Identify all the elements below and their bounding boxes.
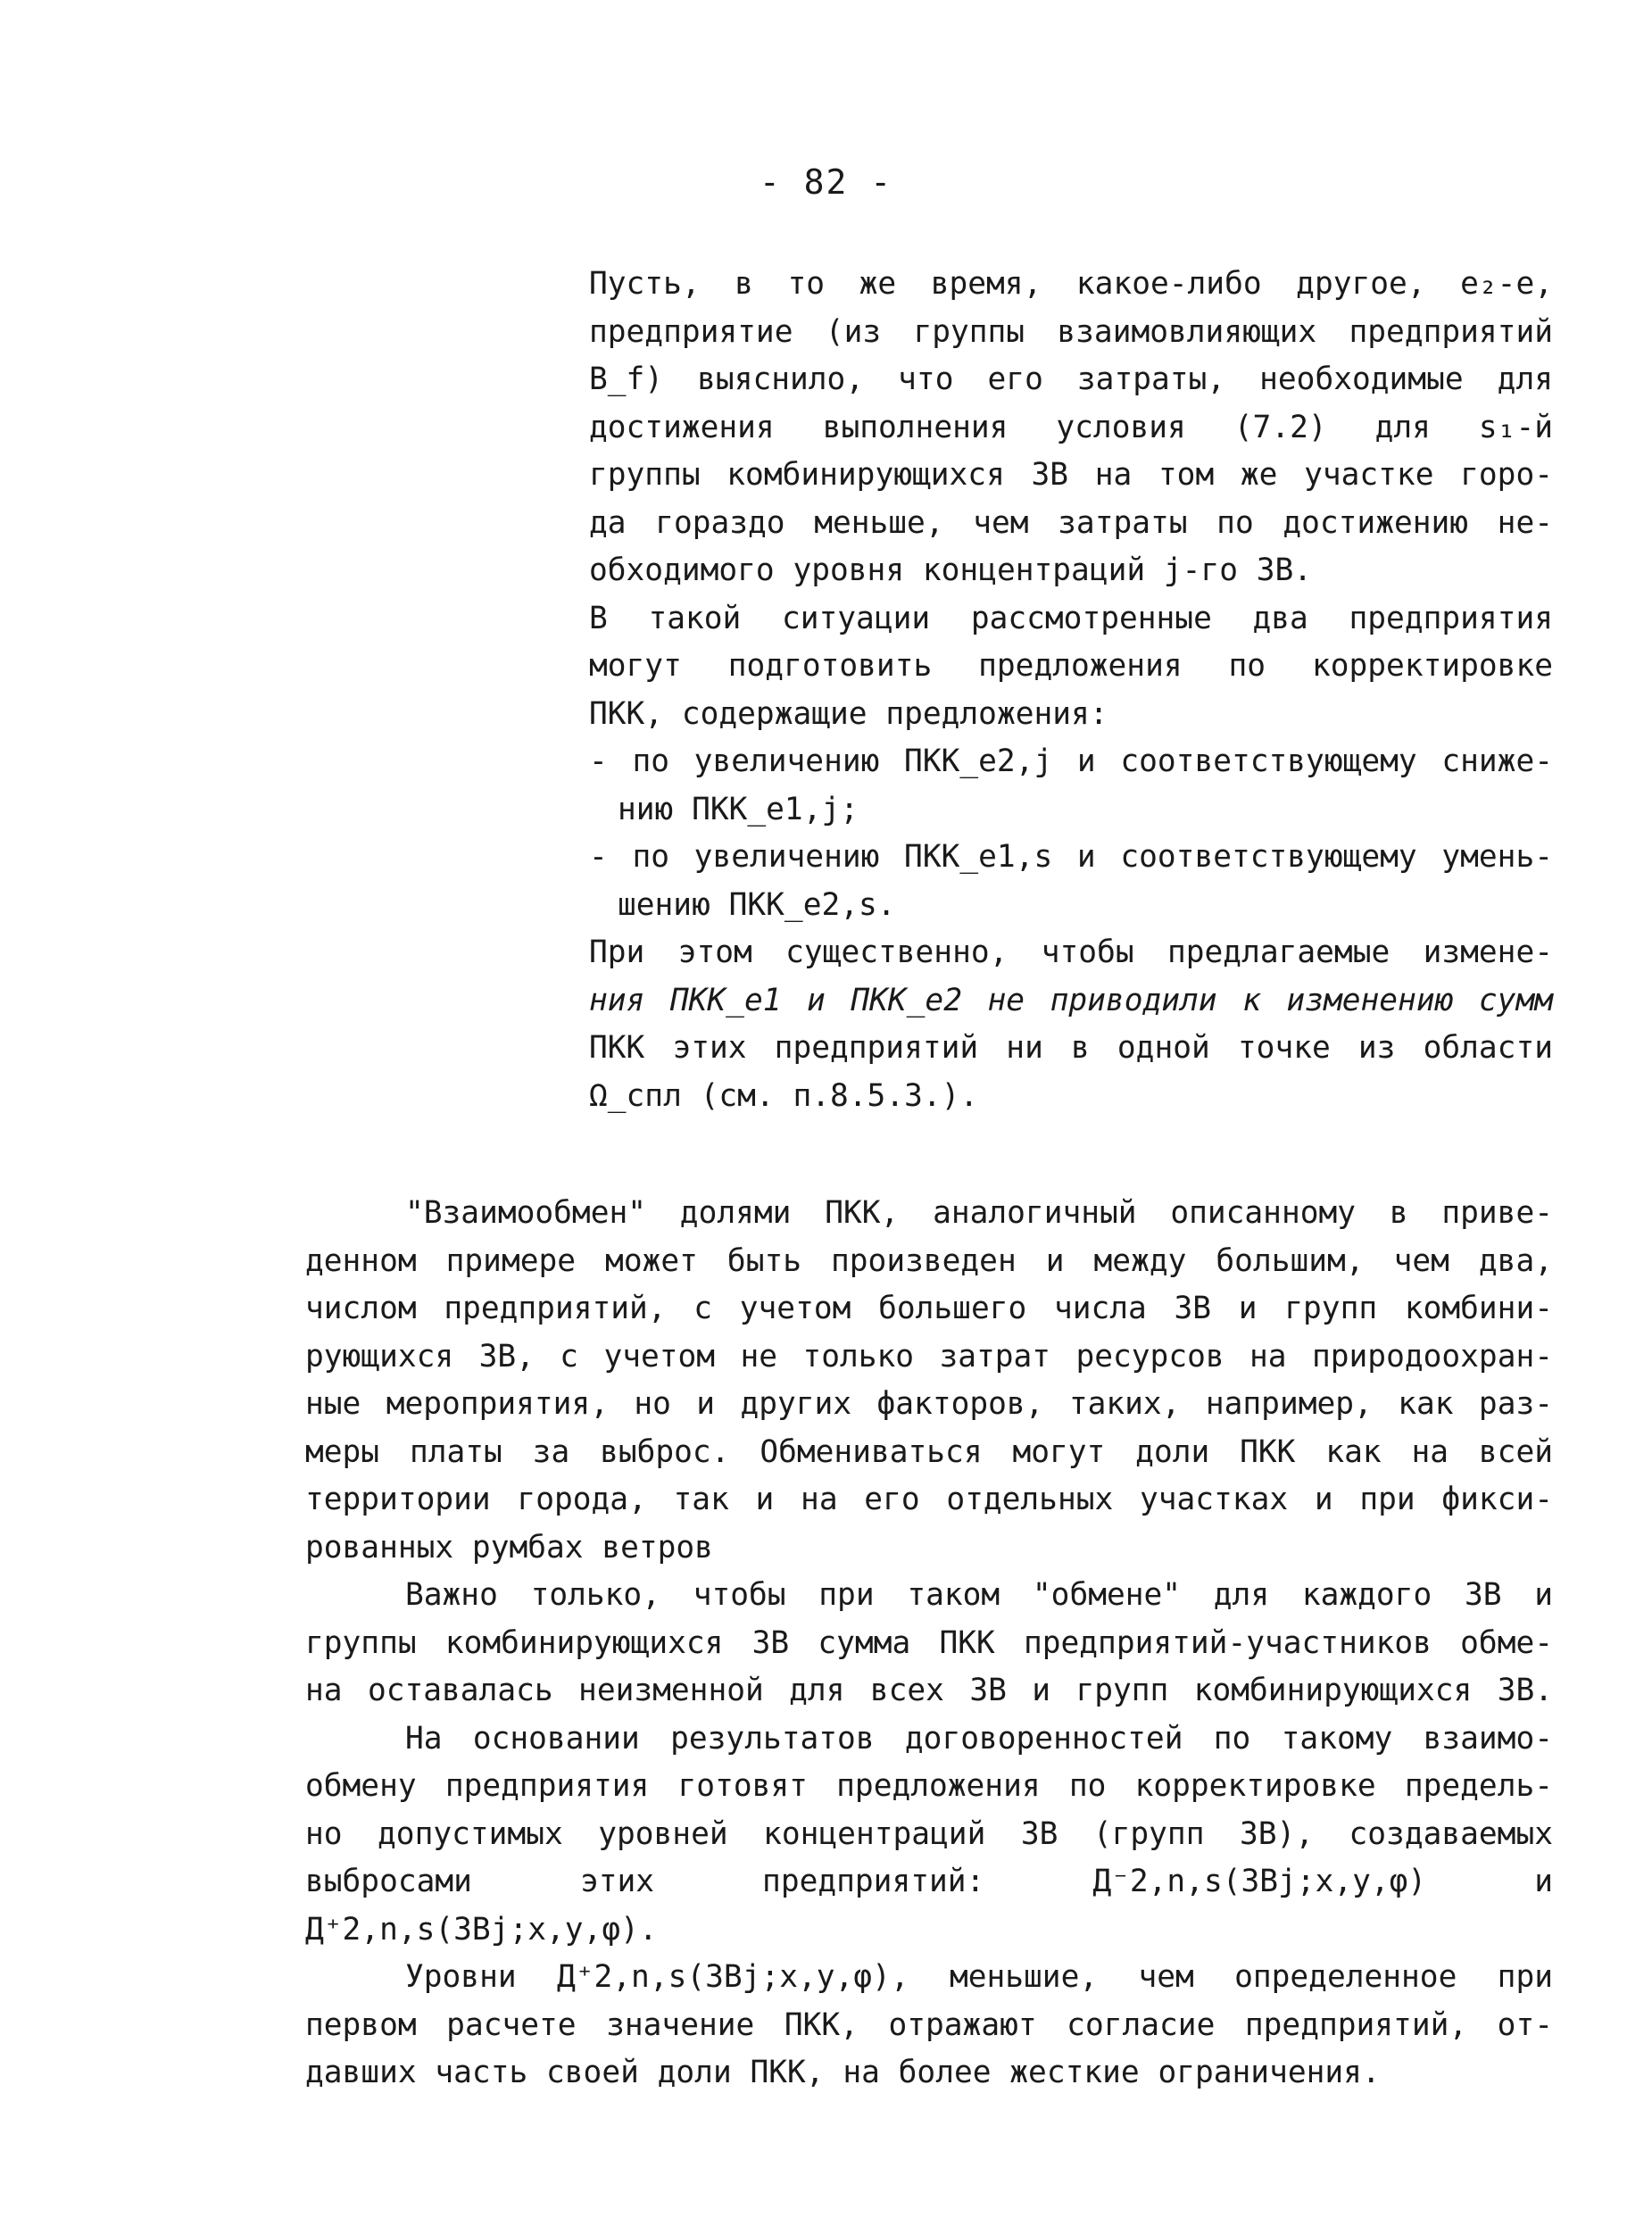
text-line: давших часть своей доли ПКК, на более жесткие ограничения. <box>305 2055 1381 2090</box>
text-line: обходимого уровня концентраций j-го ЗВ. <box>589 552 1313 588</box>
text-line: территории города, так и на его отдельных участках и при фикси- <box>305 1482 1553 1517</box>
paragraph-first-line: Уровни Д⁺2,n,s(ЗВj;x,y,φ), меньшие, чем определенное при <box>405 1959 1553 1995</box>
bullet-line: - по увеличению ПКК_e2,j и соответствующему сниже- <box>589 743 1553 779</box>
bullet-line: - по увеличению ПКК_e1,s и соответствующему умень- <box>589 839 1553 875</box>
paragraph-first-line: Важно только, чтобы при таком "обмене" для каждого ЗВ и <box>405 1577 1553 1613</box>
text-line: меры платы за выброс. Обмениваться могут доли ПКК как на всей <box>305 1433 1553 1470</box>
text-line: рующихся ЗВ, с учетом не только затрат ресурсов на природоохран- <box>305 1338 1553 1375</box>
text-line: При этом существенно, чтобы предлагаемые измене- <box>589 934 1553 970</box>
text-line: ПКК этих предприятий ни в одной точке из области <box>589 1030 1553 1066</box>
text-line: группы комбинирующихся ЗВ сумма ПКК предприятий-участников обме- <box>305 1624 1553 1661</box>
text-line: рованных румбах ветров <box>305 1529 713 1566</box>
text-line: ния ПКК_e1 и ПКК_e2 не приводили к изменению сумм <box>589 982 1553 1018</box>
text-line: числом предприятий, с учетом большего числа ЗВ и групп комбини- <box>305 1291 1553 1326</box>
text-line: но допустимых уровней концентраций ЗВ (групп ЗВ), создаваемых <box>305 1815 1553 1852</box>
text-line: выбросами этих предприятий: Д⁻2,n,s(ЗВj;x,y,φ) и <box>305 1864 1553 1899</box>
text-line: B_f) выяснило, что его затраты, необходимые для <box>589 361 1553 397</box>
text-line: первом расчете значение ПКК, отражают согласие предприятий, от- <box>305 2006 1553 2043</box>
text-line: да гораздо меньше, чем затраты по достижению не- <box>589 504 1553 541</box>
main-text-block <box>305 1190 1553 2097</box>
text-line: В такой ситуации рассмотренные два предприятия <box>589 600 1553 636</box>
text-line: достижения выполнения условия (7.2) для s₁-й <box>589 409 1553 445</box>
text-line: обмену предприятия готовят предложения по корректировке предель- <box>305 1768 1553 1804</box>
text-line: группы комбинирующихся ЗВ на том же участке горо- <box>589 457 1553 493</box>
paragraph-first-line: "Взаимообмен" долями ПКК, аналогичный описанному в приве- <box>405 1195 1553 1231</box>
paragraph-first-line: На основании результатов договоренностей по такому взаимо- <box>405 1720 1553 1757</box>
text-line: Д⁺2,n,s(ЗВj;x,y,φ). <box>305 1911 658 1948</box>
bullet-continuation: шению ПКК_e2,s. <box>618 886 896 923</box>
bullet-continuation: нию ПКК_e1,j; <box>618 791 859 827</box>
text-line: Ω_спл (см. п.8.5.3.). <box>589 1077 979 1114</box>
text-line: могут подготовить предложения по корректировке <box>589 648 1553 684</box>
text-line: денном примере может быть произведен и между большим, чем два, <box>305 1242 1553 1279</box>
page-number: - 82 - <box>759 162 893 202</box>
text-line: на оставалась неизменной для всех ЗВ и групп комбинирующихся ЗВ. <box>305 1673 1553 1708</box>
text-line: Пусть, в то же время, какое-либо другое, e₂-е, <box>589 266 1553 302</box>
text-line: предприятие (из группы взаимовлияющих предприятий <box>589 313 1553 350</box>
text-line: ПКК, содержащие предложения: <box>589 695 1108 732</box>
text-line: ные мероприятия, но и других факторов, таких, например, как раз- <box>305 1386 1553 1422</box>
indented-text-block <box>589 261 1553 1120</box>
